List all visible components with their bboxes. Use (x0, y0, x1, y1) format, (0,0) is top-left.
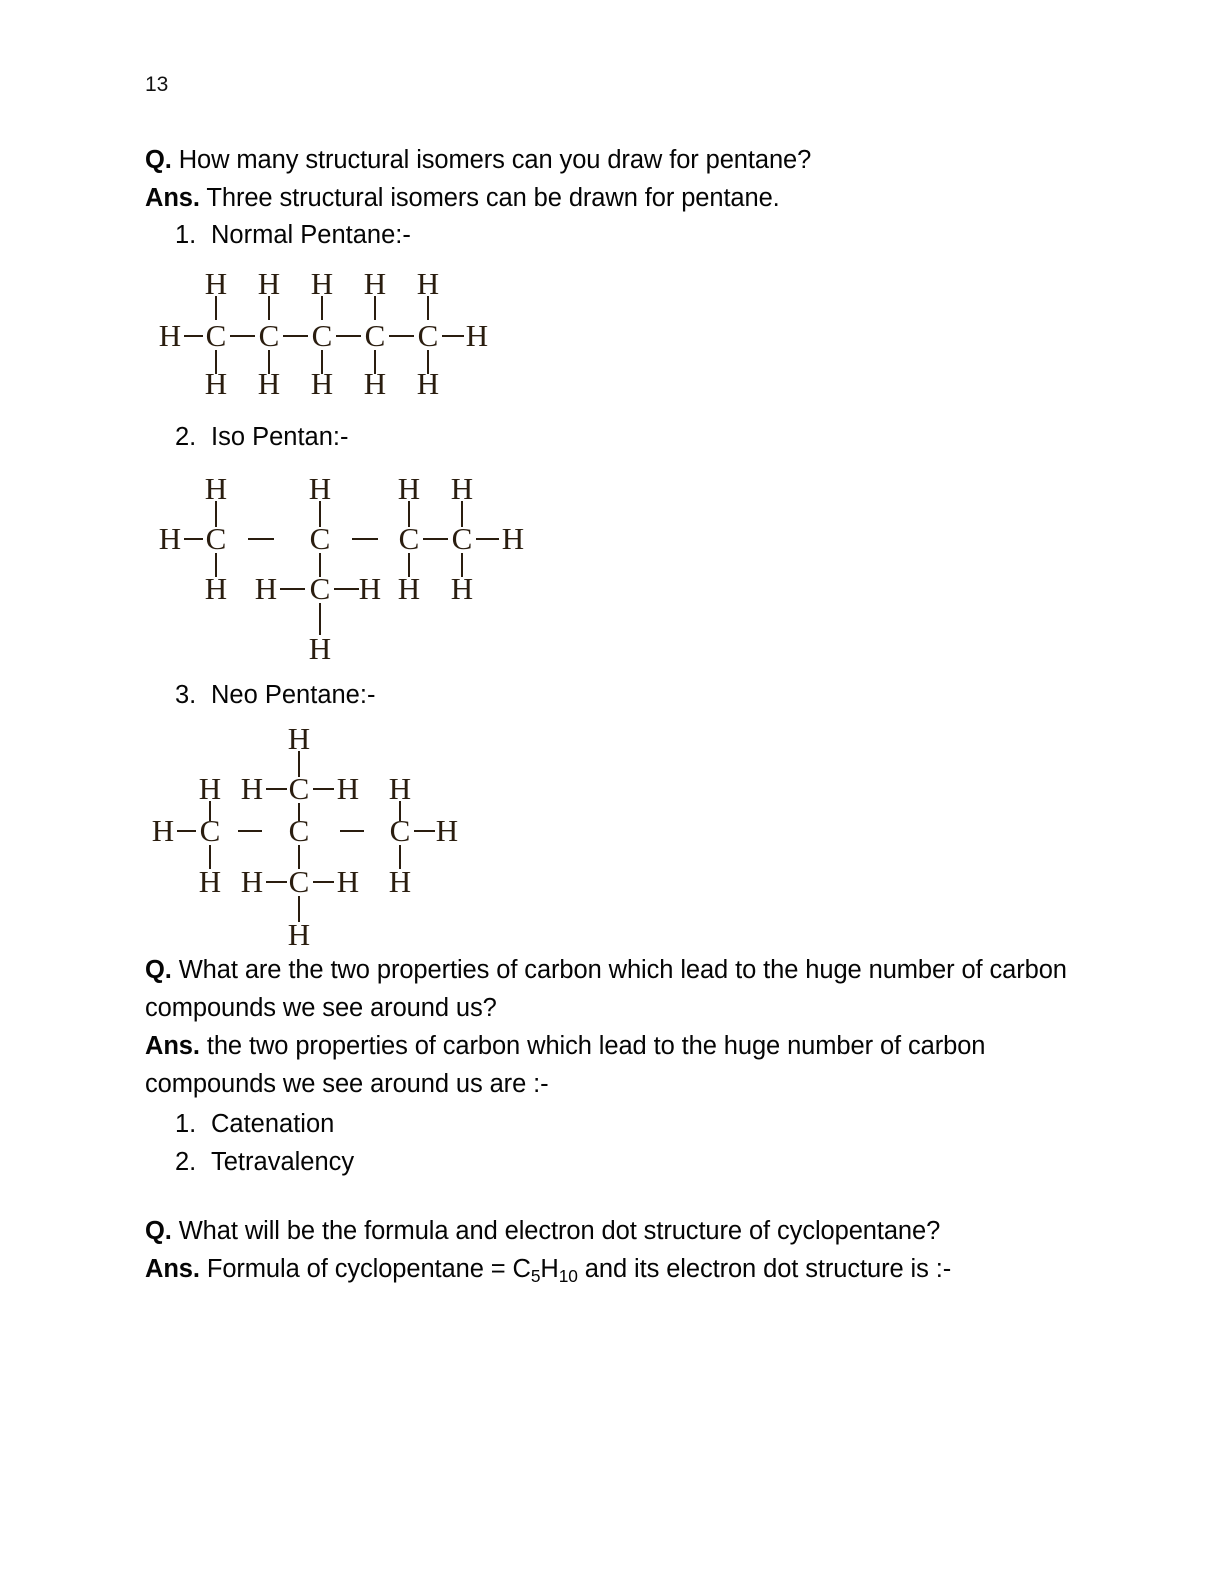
bond-horizontal (442, 335, 464, 337)
atom-h: H (204, 266, 228, 301)
atom-c: C (451, 521, 473, 556)
atom-c: C (205, 521, 227, 556)
atom-h: H (465, 318, 489, 353)
list-item-label: Catenation (211, 1110, 335, 1138)
atom-c: C (258, 318, 280, 353)
atom-h: H (363, 366, 387, 401)
list-item-label: Tetravalency (211, 1148, 355, 1176)
bond-horizontal (340, 830, 364, 832)
atom-h: H (416, 366, 440, 401)
atom-h: H (257, 266, 281, 301)
bond-horizontal (283, 335, 308, 337)
atom-h: H (158, 318, 182, 353)
atom-h: H (204, 366, 228, 401)
list-item (175, 676, 375, 714)
question-1 (145, 141, 1075, 179)
isomer-list-item-1 (175, 216, 411, 254)
atom-h: H (198, 771, 222, 806)
answer-2-label: Ans. (145, 1032, 200, 1060)
list-item-number: 2. (175, 1148, 197, 1176)
list-item (175, 216, 411, 254)
bond-horizontal (313, 881, 334, 883)
atom-h: H (204, 571, 228, 606)
atom-h: H (204, 471, 228, 506)
question-3 (145, 1212, 1075, 1250)
atom-h: H (397, 571, 421, 606)
bond-horizontal (238, 830, 262, 832)
atom-h: H (397, 471, 421, 506)
bond-horizontal (248, 538, 274, 540)
question-1-label: Q. (145, 146, 172, 174)
answer-1 (145, 179, 1075, 217)
atom-h: H (240, 771, 264, 806)
isomer-list-item-3 (175, 676, 375, 714)
atom-c: C (288, 864, 310, 899)
formula-subscript-hydrogen: 10 (558, 1265, 578, 1286)
bond-horizontal (313, 788, 334, 790)
atom-c: C (398, 521, 420, 556)
atom-h: H (363, 266, 387, 301)
atom-c: C (288, 771, 310, 806)
answer-2-text: the two properties of carbon which lead to the huge number of carbon compounds we see around us are :- (145, 1032, 986, 1098)
question-2-text: What are the two properties of carbon which lead to the huge number of carbon compounds we see around us? (145, 956, 1067, 1022)
answer-3-prefix: Formula of cyclopentane = C (199, 1255, 531, 1283)
atom-h: H (310, 266, 334, 301)
answer-1-label: Ans. (145, 184, 200, 212)
atom-c: C (199, 813, 221, 848)
atom-h: H (287, 721, 311, 756)
atom-h: H (198, 864, 222, 899)
bond-horizontal (423, 538, 448, 540)
atom-h: H (435, 813, 459, 848)
atom-h: H (388, 864, 412, 899)
question-3-label: Q. (145, 1217, 172, 1245)
list-item (175, 418, 349, 456)
atom-h: H (416, 266, 440, 301)
list-item-number: 2. (175, 423, 197, 451)
bond-horizontal (389, 335, 414, 337)
answer-2 (145, 1027, 1075, 1103)
atom-h: H (501, 521, 525, 556)
bond-horizontal (476, 538, 499, 540)
atom-h: H (450, 471, 474, 506)
bond-horizontal (336, 335, 361, 337)
atom-h: H (450, 571, 474, 606)
list-item-label: Neo Pentane:- (211, 681, 376, 709)
atom-c: C (309, 521, 331, 556)
list-item-label: Iso Pentan:- (211, 423, 349, 451)
atom-h: H (308, 631, 332, 666)
atom-h: H (358, 571, 382, 606)
answer-3 (145, 1250, 1075, 1288)
atom-h: H (240, 864, 264, 899)
question-1-text: How many structural isomers can you draw for pentane? (171, 146, 812, 174)
formula-subscript-carbon: 5 (530, 1265, 541, 1286)
atom-c: C (417, 318, 439, 353)
atom-h: H (388, 771, 412, 806)
atom-c: C (364, 318, 386, 353)
atom-h: H (151, 813, 175, 848)
list-item-label: Normal Pentane:- (211, 221, 411, 249)
atom-c: C (311, 318, 333, 353)
bond-horizontal (177, 830, 196, 832)
atom-c: C (288, 813, 310, 848)
atom-h: H (254, 571, 278, 606)
list-item (175, 1143, 354, 1181)
atom-h: H (158, 521, 182, 556)
answer-1-text: Three structural isomers can be drawn for pentane. (199, 184, 780, 212)
atom-c: C (389, 813, 411, 848)
answer-3-label: Ans. (145, 1255, 200, 1283)
question-2 (145, 951, 1075, 1027)
list-item-number: 3. (175, 681, 197, 709)
atom-h: H (336, 864, 360, 899)
bond-horizontal (280, 588, 305, 590)
atom-h: H (257, 366, 281, 401)
list-item-number: 1. (175, 221, 197, 249)
atom-h: H (336, 771, 360, 806)
isomer-list-item-2 (175, 418, 349, 456)
atom-c: C (205, 318, 227, 353)
list-item (175, 1105, 354, 1143)
answer-3-suffix: and its electron dot structure is :- (577, 1255, 952, 1283)
page-number: 13 (145, 73, 169, 96)
bond-horizontal (230, 335, 255, 337)
atom-h: H (308, 471, 332, 506)
list-item-number: 1. (175, 1110, 197, 1138)
atom-c: C (309, 571, 331, 606)
question-3-text: What will be the formula and electron dot structure of cyclopentane? (171, 1217, 941, 1245)
atom-h: H (287, 917, 311, 952)
bond-horizontal (352, 538, 378, 540)
question-2-label: Q. (145, 956, 172, 984)
properties-list (175, 1105, 354, 1181)
atom-h: H (310, 366, 334, 401)
formula-hydrogen: H (540, 1255, 559, 1283)
